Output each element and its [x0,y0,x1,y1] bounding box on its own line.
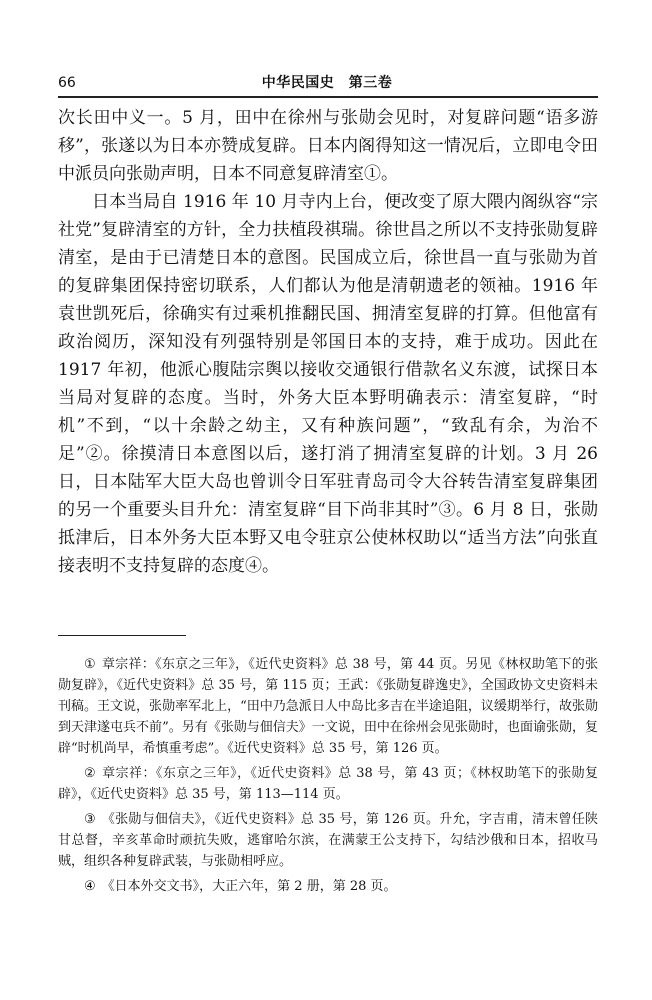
footnote [58,809,598,872]
paragraph-continued: 次长田中义一。5 月，田中在徐州与张勋会见时，对复辟问题“语多游移”，张遂以为日本亦赞成复辟。日本内阁得知这一情况后，立即电令田中派员向张勋声明，日本不同意复辟清室①。 [58,108,598,184]
running-title: 中华民国史 第三卷 [261,75,393,91]
footnote [58,763,598,805]
main-text [58,104,598,580]
page-header [58,72,596,94]
footnote [58,654,598,759]
page-number: 66 [58,75,76,91]
footnote-mark: ④ [84,879,96,894]
footnote-mark: ③ [84,812,96,827]
footnote-mark: ① [84,657,96,672]
footnote-text: 章宗祥：《东京之三年》，《近代史资料》总 38 号，第 43 页；《林权助笔下的张勋复辟》，《近代史资料》总 35 号，第 113—114 页。 [58,766,598,802]
footnotes [58,654,598,901]
footnote-text: 《日本外交文书》，大正六年，第 2 册，第 28 页。 [101,879,397,894]
footnote-text: 章宗祥：《东京之三年》，《近代史资料》总 38 号，第 44 页。另见《林权助笔下的张勋复辟》，《近代史资料》总 35 号，第 115 页；王武：《张勋复辟逸史》，全国政协文史资料未刊稿。王文说，张勋率军北上，“田中乃急派日人中岛比多吉在半途追阻，议缓期举行，故张勋到天津遂屯兵不前”。另有《张勋与佃信夫》一文说，田中在徐州会见张勋时，也面谕张勋，复辟“时机尚早，希慎重考虑”。《近代史资料》总 35 号，第 126 页。 [58,657,598,756]
header-rule [58,96,598,98]
footnote-rule [58,635,186,636]
paragraph: 日本当局自 1916 年 10 月寺内上台，便改变了原大隈内阁纵容“宗社党”复辟清室的方针，全力扶植段祺瑞。徐世昌之所以不支持张勋复辟清室，是由于已清楚日本的意图。民国成立后，徐世昌一直与张勋为首的复辟集团保持密切联系，人们都认为他是清朝遗老的领袖。1916 年袁世凯死后，徐确实有过乘机推翻民国、拥清室复辟的打算。但他富有政治阅历，深知没有列强特别是邻国日本的支持，难于成功。因此在 1917 年初，他派心腹陆宗舆以接收交通银行借款名义东渡，试探日本当局对复辟的态度。当时，外务大臣本野明确表示：清室复辟，“时机”不到，“以十余龄之幼主，又有种族问题”，“致乱有余，为治不足”②。徐摸清日本意图以后，遂打消了拥清室复辟的计划。3 月 26 日，日本陆军大臣大岛也曾训令日军驻青岛司令大谷转告清室复辟集团的另一个重要头目升允：清室复辟“目下尚非其时”③。6 月 8 日，张勋抵津后，日本外务大臣本野又电令驻京公使林权助以“适当方法”向张直接表明不支持复辟的态度④。 [58,192,598,576]
footnote [58,876,598,897]
footnote-text: 《张勋与佃信夫》，《近代史资料》总 35 号，第 126 页。升允，字吉甫，清末曾任陕甘总督，辛亥革命时顽抗失败，逃窜哈尔滨，在满蒙王公支持下，勾结沙俄和日本，招收马贼，组织各种复辟武装，与张勋相呼应。 [58,812,598,869]
footnote-mark: ② [84,766,97,781]
